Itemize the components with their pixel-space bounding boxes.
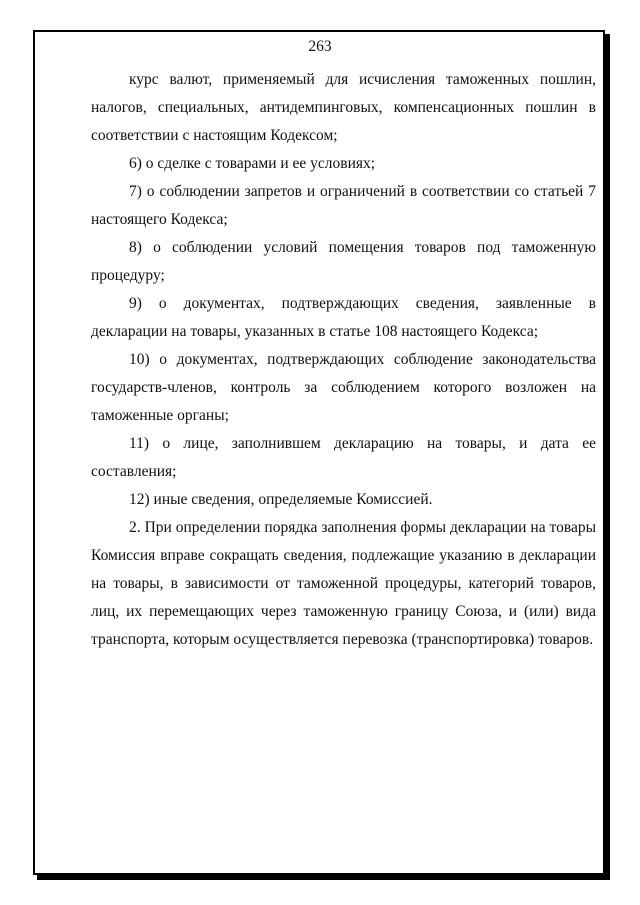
document-body (91, 66, 596, 654)
paragraph-exchange-rate: курс валют, применяемый для исчисления таможенных пошлин, налогов, специальных, антидемпинговых, компенсационных пошлин в соответствии с настоящим Кодексом; (91, 71, 596, 144)
page-number: 263 (308, 38, 332, 55)
page-shadow-right (605, 34, 610, 879)
paragraph-item-7: 7) о соблюдении запретов и ограничений в соответствии со статьей 7 настоящего Кодекса; (91, 183, 596, 228)
paragraph-item-11: 11) о лице, заполнившем декларацию на товары, и дата ее составления; (91, 435, 596, 480)
paragraph-item-12: 12) иные сведения, определяемые Комиссией. (129, 491, 433, 508)
paragraph-item-9: 9) о документах, подтверждающих сведения, заявленные в декларации на товары, указанных в статье 108 настоящего Кодекса; (91, 295, 596, 340)
paragraph-item-10: 10) о документах, подтверждающих соблюдение законодательства государств-членов, контроль за соблюдением которого возложен на таможенные органы; (91, 351, 596, 424)
paragraph-item-8: 8) о соблюдении условий помещения товаров под таможенную процедуру; (91, 239, 596, 284)
page-shadow-bottom (37, 875, 610, 880)
paragraph-section-2: 2. При определении порядка заполнения формы декларации на товары Комиссия вправе сокращать сведения, подлежащие указанию в декларации на товары, в зависимости от таможенной процедуры, категорий товаров, лиц, их перемещающих через таможенную границу Союза, и (или) вида транспорта, которым осуществляется перевозка (транспортировка) товаров. (91, 519, 596, 648)
paragraph-item-6: 6) о сделке с товарами и ее условиях; (129, 155, 376, 172)
